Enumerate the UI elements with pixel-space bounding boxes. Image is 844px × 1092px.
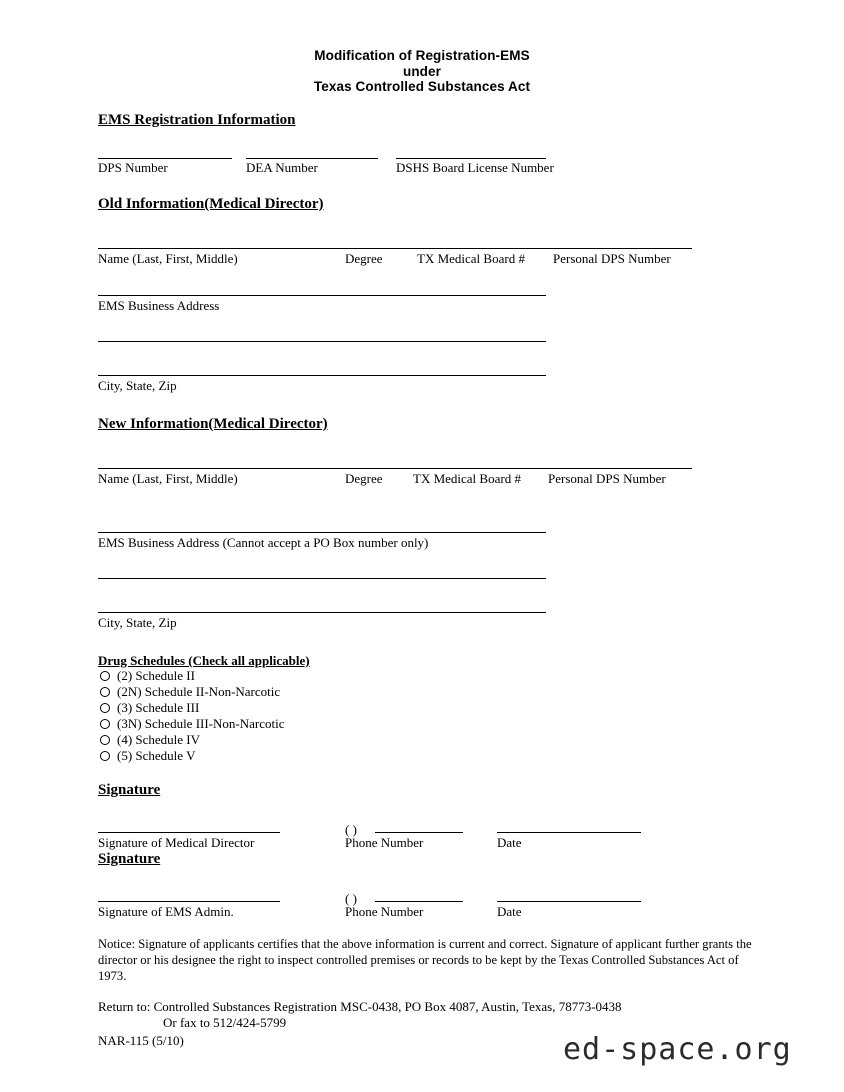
rule-new-city-state-zip[interactable]: [98, 612, 546, 613]
checkbox-schedule-3n-icon[interactable]: [100, 719, 110, 729]
rule-new-name-row[interactable]: [98, 468, 692, 469]
rule-signature-ems-admin[interactable]: [98, 901, 280, 902]
checkbox-label-schedule-3: (3) Schedule III: [117, 700, 200, 715]
checkbox-label-schedule-3n: (3N) Schedule III-Non-Narcotic: [117, 716, 285, 731]
phone-paren-prefix-1: ( ): [345, 822, 357, 837]
checkbox-label-schedule-4: (4) Schedule IV: [117, 732, 201, 747]
label-old-degree: Degree: [345, 251, 383, 266]
rule-new-address-line1[interactable]: [98, 532, 546, 533]
label-new-personal-dps-number: Personal DPS Number: [548, 471, 666, 486]
heading-drug-schedules: Drug Schedules (Check all applicable): [98, 653, 310, 668]
checkbox-schedule-2-icon[interactable]: [100, 671, 110, 681]
label-signature-ems-admin: Signature of EMS Admin.: [98, 904, 234, 919]
rule-dps-number[interactable]: [98, 158, 232, 159]
checkbox-label-schedule-2: (2) Schedule II: [117, 668, 195, 683]
label-old-city-state-zip: City, State, Zip: [98, 378, 177, 393]
return-address-line-1: Return to: Controlled Substances Registration MSC-0438, PO Box 4087, Austin, Texas, 78773-0438: [98, 999, 622, 1014]
form-number: NAR-115 (5/10): [98, 1033, 184, 1048]
heading-new-information: New Information(Medical Director): [98, 416, 328, 432]
rule-new-address-line2[interactable]: [98, 578, 546, 579]
rule-date-1[interactable]: [497, 832, 641, 833]
label-date-2: Date: [497, 904, 522, 919]
checkbox-row-schedule-2n[interactable]: [100, 684, 280, 699]
rule-date-2[interactable]: [497, 901, 641, 902]
checkbox-row-schedule-5[interactable]: [100, 748, 195, 763]
label-new-ems-business-address: EMS Business Address (Cannot accept a PO Box number only): [98, 535, 429, 550]
checkbox-schedule-2n-icon[interactable]: [100, 687, 110, 697]
title-line-2: under: [402, 63, 441, 79]
label-signature-medical-director: Signature of Medical Director: [98, 835, 255, 850]
label-new-tx-medical-board: TX Medical Board #: [413, 471, 521, 486]
label-phone-number-2: Phone Number: [345, 904, 424, 919]
phone-paren-prefix-2: ( ): [345, 891, 357, 906]
rule-signature-medical-director[interactable]: [98, 832, 280, 833]
checkbox-label-schedule-2n: (2N) Schedule II-Non-Narcotic: [117, 684, 281, 699]
notice-text: Notice: Signature of applicants certifies that the above information is current and correct. Signature of applicant further grants the director or his designee the right to inspect controlled premises or records to be kept by the Texas Controlled Substances Act of 1973.: [98, 937, 752, 984]
heading-old-information: Old Information(Medical Director): [98, 196, 324, 212]
rule-phone-number-2[interactable]: [375, 901, 463, 902]
heading-ems-registration-information: EMS Registration Information: [98, 112, 296, 128]
checkbox-label-schedule-5: (5) Schedule V: [117, 748, 196, 763]
title-line-3: Texas Controlled Substances Act: [313, 79, 531, 94]
rule-dshs-license-number[interactable]: [396, 158, 546, 159]
label-phone-number-1: Phone Number: [345, 835, 424, 850]
label-old-tx-medical-board: TX Medical Board #: [417, 251, 525, 266]
checkbox-row-schedule-3n[interactable]: [100, 716, 284, 731]
rule-phone-number-1[interactable]: [375, 832, 463, 833]
rule-old-name-row[interactable]: [98, 248, 692, 249]
rule-old-city-state-zip[interactable]: [98, 375, 546, 376]
return-address-line-2: Or fax to 512/424-5799: [163, 1015, 287, 1030]
checkbox-row-schedule-4[interactable]: [100, 732, 200, 747]
rule-dea-number[interactable]: [246, 158, 378, 159]
rule-old-address-line1[interactable]: [98, 295, 546, 296]
page-title: [0, 48, 844, 95]
heading-signature-1: Signature: [98, 782, 161, 798]
rule-old-address-line2[interactable]: [98, 341, 546, 342]
checkbox-row-schedule-3[interactable]: [100, 700, 199, 715]
checkbox-schedule-5-icon[interactable]: [100, 751, 110, 761]
title-line-1: Modification of Registration-EMS: [314, 48, 530, 63]
label-new-name: Name (Last, First, Middle): [98, 471, 238, 486]
label-old-name: Name (Last, First, Middle): [98, 251, 238, 266]
checkbox-schedule-4-icon[interactable]: [100, 735, 110, 745]
label-old-personal-dps-number: Personal DPS Number: [553, 251, 671, 266]
checkbox-row-schedule-2[interactable]: [100, 668, 195, 683]
label-old-ems-business-address: EMS Business Address: [98, 298, 220, 313]
label-new-city-state-zip: City, State, Zip: [98, 615, 177, 630]
heading-signature-2: Signature: [98, 851, 161, 867]
label-dea-number: DEA Number: [246, 160, 318, 175]
label-dshs-license-number: DSHS Board License Number: [396, 160, 554, 175]
watermark-ed-space-org: ed-space.org: [563, 1032, 792, 1067]
checkbox-schedule-3-icon[interactable]: [100, 703, 110, 713]
label-new-degree: Degree: [345, 471, 383, 486]
label-date-1: Date: [497, 835, 522, 850]
label-dps-number: DPS Number: [98, 160, 168, 175]
